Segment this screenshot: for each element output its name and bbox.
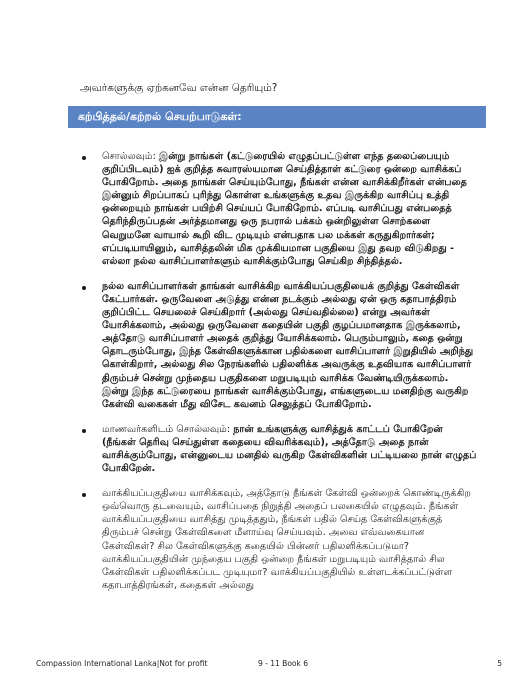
list-item (78, 423, 478, 475)
footer-book: 9 - 11 Book 6 (258, 659, 308, 668)
paragraph-body: இன்று நாங்கள் (கட்டுரையில் எழுதப்பட்டுள்ள எந்த தலைப்பையும் குறிப்பிடவும்) ஐக் குறித்த சுவாரஸ்யமான செய்தித்தாள் கட்டுரை ஒன்றை வாசிக்கப் போகிறோம். அதை நாங்கள் செய்யும்போது, நீங்கள் என்ன வாசிக்கிறீர்கள் என்பதை இன்னும் சிறப்பாகப் புரிந்து கொள்ள உங்களுக்கு உதவ இருக்கிற வாசிப்பு உத்தி ஒன்றையும் நாங்கள் பயிற்சி செய்யப் போகிறோம். எப்படி வாசிப்பது என்பதைத் தெரிந்திருப்பதன் அர்த்தமானது ஒரு நபரால் பக்கம் ஒன்றிலுள்ள சொற்களை வெறுமனே வாயால் கூறி விட முடியும் என்பதாக பல மக்கள் கருதுகிறார்கள்; எப்படியாயினும், வாசித்தலின் மிக முக்கியமான பகுதியை இது தவற விடுகிறது - எல்லா நல்ல வாசிப்பாளர்களும் வாசிக்கும்போது செய்கிற சிந்தித்தல். (102, 151, 467, 267)
activity-list (78, 150, 478, 604)
list-item (78, 280, 478, 411)
intro-text: அவர்களுக்கு ஏற்கனவே என்ன தெரியும்? (80, 82, 278, 94)
list-item (78, 487, 478, 592)
paragraph-lead: சொல்லவும்: (102, 151, 159, 162)
bullet-icon (82, 156, 86, 160)
list-item (78, 150, 478, 268)
paragraph (102, 487, 478, 592)
bullet-icon (82, 286, 86, 290)
paragraph-body: நான் உங்களுக்கு வாசித்துக் காட்டப் போகிறேன் (நீங்கள் தெரிவு செய்துள்ள கதையை விவரிக்கவும்), அத்தோடு அதை நான் வாசிக்கும்போது, என்னுடைய மனதில் வருகிற கேள்விகளின் பட்டியலை நான் எழுதப் போகிறேன். (102, 423, 477, 475)
paragraph (102, 423, 478, 475)
page-footer (36, 657, 502, 671)
paragraph-body: நல்ல வாசிப்பாளர்கள் தாங்கள் வாசிக்கிற வாக்கியப்பகுதியைக் குறித்து கேள்விகள் கேட்பார்கள். ஒருவேளை அடுத்து என்ன நடக்கும் அல்லது ஏன் ஒரு கதாபாத்திரம் குறிப்பிட்ட செயலைச் செய்கிறார் (அல்லது செய்வதில்லை) என்று அவர்கள் யோசிக்கலாம், அல்லது ஒருவேளை கதையின் பகுதி குழப்பமானதாக இருக்கலாம், அத்தோடு வாசிப்பாளர் அதைக் குறித்து யோசிக்கலாம். பெரும்பாலும், கதை ஒன்று தொடரும்போது, இந்த கேள்விகளுக்கான பதில்களை வாசிப்பாளர் இறுதியில் அறிந்து கொள்கிறார், அல்லது சில நேரங்களில் பதிலளிக்க அவருக்கு உதவியாக வாசிப்பாளர் திரும்பச் சென்று முந்தைய பகுதிகளை மறுபடியும் வாசிக்க வேண்டியிருக்கலாம். இன்று இந்த கட்டுரையை நாங்கள் வாசிக்கும்போது, எங்களுடைய மனதிற்கு வருகிற கேள்வி வகைகள் மீது விசேட கவனம் செலுத்தப் போகிறோம். (102, 280, 474, 410)
bullet-icon (82, 429, 86, 433)
page-number: 5 (497, 659, 502, 668)
paragraph-body: வாக்கியப்பகுதியை வாசிக்கவும், அத்தோடு நீங்கள் கேள்வி ஒன்றைக் கொண்டிருக்கிற ஒவ்வொரு தடவையும், வாசிப்பதை நிறுத்தி அதைப் பலகையில் எழுதவும். நீங்கள் வாக்கியப்பகுதியை வாசித்து முடித்ததும், நீங்கள் பதில் செய்த கேள்விகளுக்குத் திரும்பச் சென்று கேள்விகளை மீளாய்வு செய்யவும். அவை எவ்வகையான கேள்விகள்? சில கேள்விகளுக்கு கதையில் பின்னர் பதிலளிக்கப்படுமா? வாக்கியப்பகுதியின் முந்தைய பகுதி ஒன்றை நீங்கள் மறுபடியும் வாசித்தால் சில கேள்விகள் பதிலளிக்கப்பட முடியுமா? வாக்கியப்பகுதியில் உள்ளடக்கப்பட்டுள்ள கதாபாத்திரங்கள், கதைகள் அல்லது (102, 488, 471, 591)
section-heading-text: கற்பித்தல்/கற்றல் செயற்பாடுகள்: (78, 110, 242, 123)
section-heading (68, 106, 486, 128)
footer-organization: Compassion International Lanka|Not for profit (36, 659, 208, 668)
paragraph (102, 150, 478, 268)
paragraph (102, 280, 478, 411)
bullet-icon (82, 493, 86, 497)
paragraph-lead: மாணவர்களிடம் சொல்லவும்: (102, 423, 234, 435)
